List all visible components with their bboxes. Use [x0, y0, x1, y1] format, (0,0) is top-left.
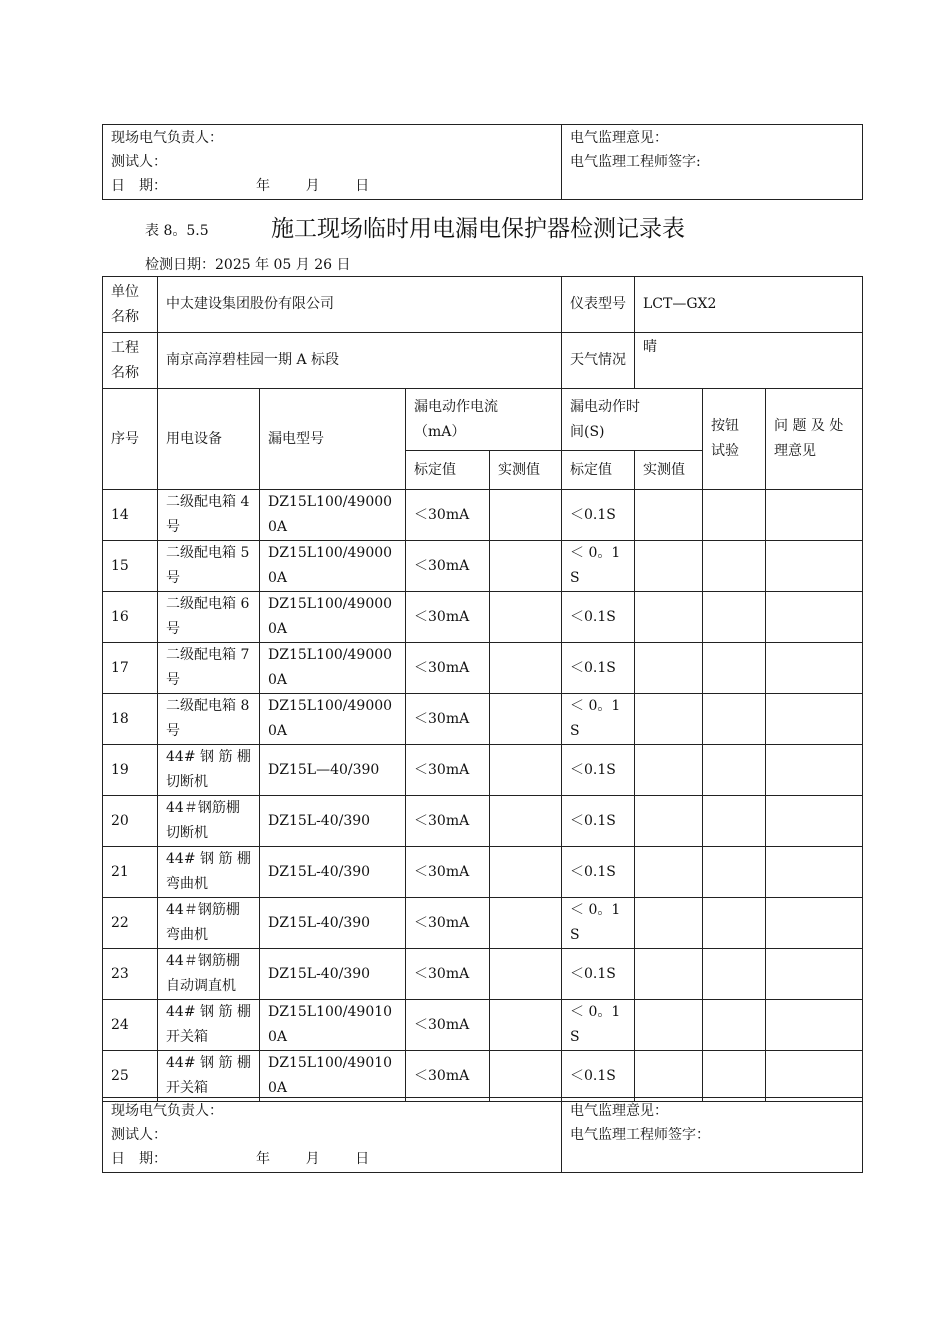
row-current-measured: [490, 694, 562, 745]
row-current-measured: [490, 898, 562, 949]
row-button-test: [703, 1000, 766, 1051]
row-model: DZ15L-40/390: [260, 949, 406, 1000]
row-device: 44# 钢 筋 棚切断机: [158, 745, 260, 796]
row-seq: 14: [103, 490, 158, 541]
row-issues: [766, 796, 863, 847]
col-device: 用电设备: [158, 389, 260, 490]
row-issues: [766, 541, 863, 592]
table-row: [103, 643, 863, 694]
row-current-rated: ＜30mA: [406, 796, 490, 847]
row-time-rated: ＜0.1S: [562, 949, 635, 1000]
row-time-rated: ＜0.1S: [562, 490, 635, 541]
row-time-rated: ＜0.1S: [562, 592, 635, 643]
row-time-rated: ＜0.1S: [562, 796, 635, 847]
col-current-rated: 标定值: [406, 451, 490, 490]
row-time-rated: ＜0.1S: [562, 643, 635, 694]
row-time-rated: ＜ 0。1S: [562, 541, 635, 592]
row-seq: 17: [103, 643, 158, 694]
bottom-signature-right: [562, 1098, 863, 1173]
unit-row: [103, 277, 863, 333]
tester-label: 测试人：: [111, 1127, 167, 1143]
bottom-signature-table: [102, 1097, 863, 1173]
row-model: DZ15L-40/390: [260, 898, 406, 949]
row-time-measured: [635, 898, 703, 949]
meter-label: 仪表型号: [562, 277, 635, 333]
row-current-rated: ＜30mA: [406, 847, 490, 898]
row-seq: 22: [103, 898, 158, 949]
top-signature-right: [562, 125, 863, 200]
row-issues: [766, 898, 863, 949]
rows-body: [103, 490, 863, 1102]
weather-value: 晴: [635, 333, 863, 389]
row-issues: [766, 643, 863, 694]
row-button-test: [703, 1051, 766, 1102]
row-model: DZ15L100/490100A: [260, 1000, 406, 1051]
row-current-rated: ＜30mA: [406, 1000, 490, 1051]
row-model: DZ15L-40/390: [260, 847, 406, 898]
title-row: [145, 210, 865, 242]
col-seq: 序号: [103, 389, 158, 490]
col-issues: 问 题 及 处 理意见: [766, 389, 863, 490]
table-row: [103, 796, 863, 847]
row-model: DZ15L100/490000A: [260, 490, 406, 541]
page-title: 施工现场临时用电漏电保护器检测记录表: [271, 216, 685, 242]
row-device: 二级配电箱 4 号: [158, 490, 260, 541]
row-time-measured: [635, 1000, 703, 1051]
row-seq: 15: [103, 541, 158, 592]
row-current-rated: ＜30mA: [406, 1051, 490, 1102]
project-value: 南京高淳碧桂园一期 A 标段: [158, 333, 562, 389]
row-issues: [766, 490, 863, 541]
row-model: DZ15L100/490100A: [260, 1051, 406, 1102]
row-issues: [766, 1000, 863, 1051]
row-model: DZ15L—40/390: [260, 745, 406, 796]
table-number: 表 8。5.5: [145, 223, 209, 239]
row-model: DZ15L100/490000A: [260, 643, 406, 694]
row-time-rated: ＜ 0。1S: [562, 898, 635, 949]
col-button-test: 按钮试验: [703, 389, 766, 490]
row-current-measured: [490, 592, 562, 643]
table-row: [103, 592, 863, 643]
row-time-rated: ＜0.1S: [562, 847, 635, 898]
supervisor-sign-label: 电气监理工程师签字:: [570, 154, 701, 170]
column-header-row-1: [103, 389, 863, 451]
row-time-measured: [635, 949, 703, 1000]
row-time-measured: [635, 490, 703, 541]
row-current-rated: ＜30mA: [406, 949, 490, 1000]
bottom-signature-left: [103, 1098, 562, 1173]
weather-label: 天气情况: [562, 333, 635, 389]
row-issues: [766, 1051, 863, 1102]
row-current-measured: [490, 1000, 562, 1051]
row-button-test: [703, 796, 766, 847]
unit-value: 中太建设集团股份有限公司: [158, 277, 562, 333]
row-time-measured: [635, 745, 703, 796]
row-button-test: [703, 847, 766, 898]
row-time-rated: ＜0.1S: [562, 745, 635, 796]
row-device: 44＃钢筋棚切断机: [158, 796, 260, 847]
row-button-test: [703, 949, 766, 1000]
row-time-rated: ＜0.1S: [562, 1051, 635, 1102]
row-issues: [766, 694, 863, 745]
row-issues: [766, 847, 863, 898]
check-date: 检测日期：2025 年 05 月 26 日: [145, 257, 351, 273]
row-current-rated: ＜30mA: [406, 490, 490, 541]
row-time-measured: [635, 694, 703, 745]
row-seq: 20: [103, 796, 158, 847]
row-time-rated: ＜ 0。1S: [562, 694, 635, 745]
col-current-measured: 实测值: [490, 451, 562, 490]
row-seq: 21: [103, 847, 158, 898]
row-device: 二级配电箱 7 号: [158, 643, 260, 694]
inspection-table: [102, 276, 863, 1102]
table-row: [103, 694, 863, 745]
row-current-measured: [490, 643, 562, 694]
supervisor-opinion-label: 电气监理意见：: [570, 130, 668, 146]
meter-value: LCT—GX2: [635, 277, 863, 333]
row-current-rated: ＜30mA: [406, 898, 490, 949]
col-time-rated: 标定值: [562, 451, 635, 490]
col-time: 漏电动作时间(S): [562, 389, 703, 451]
tester-label: 测试人：: [111, 154, 167, 170]
row-device: 44# 钢 筋 棚弯曲机: [158, 847, 260, 898]
col-current: 漏电动作电流（mA）: [406, 389, 562, 451]
row-device: 二级配电箱 8 号: [158, 694, 260, 745]
row-current-rated: ＜30mA: [406, 745, 490, 796]
row-current-rated: ＜30mA: [406, 643, 490, 694]
row-current-rated: ＜30mA: [406, 541, 490, 592]
table-row: [103, 745, 863, 796]
row-seq: 16: [103, 592, 158, 643]
row-time-rated: ＜ 0。1S: [562, 1000, 635, 1051]
row-button-test: [703, 694, 766, 745]
row-time-measured: [635, 643, 703, 694]
table-row: [103, 847, 863, 898]
table-row: [103, 1051, 863, 1102]
table-row: [103, 490, 863, 541]
row-seq: 24: [103, 1000, 158, 1051]
table-row: [103, 1000, 863, 1051]
supervisor-opinion-label: 电气监理意见：: [570, 1103, 668, 1119]
row-button-test: [703, 490, 766, 541]
row-device: 二级配电箱 6 号: [158, 592, 260, 643]
col-time-measured: 实测值: [635, 451, 703, 490]
row-time-measured: [635, 1051, 703, 1102]
row-current-rated: ＜30mA: [406, 592, 490, 643]
row-current-measured: [490, 745, 562, 796]
table-row: [103, 541, 863, 592]
row-button-test: [703, 898, 766, 949]
row-current-measured: [490, 847, 562, 898]
row-seq: 19: [103, 745, 158, 796]
row-seq: 23: [103, 949, 158, 1000]
row-current-measured: [490, 1051, 562, 1102]
row-seq: 18: [103, 694, 158, 745]
row-current-measured: [490, 796, 562, 847]
supervisor-sign-label: 电气监理工程师签字：: [570, 1127, 710, 1143]
row-model: DZ15L100/490000A: [260, 592, 406, 643]
row-model: DZ15L-40/390: [260, 796, 406, 847]
project-row: [103, 333, 863, 389]
unit-label: 单位名称: [103, 277, 158, 333]
row-device: 44# 钢 筋 棚开关箱: [158, 1000, 260, 1051]
date-label: 日 期： 年 月 日: [111, 178, 370, 194]
row-model: DZ15L100/490000A: [260, 541, 406, 592]
row-current-measured: [490, 541, 562, 592]
row-issues: [766, 745, 863, 796]
top-signature-left: [103, 125, 562, 200]
table-row: [103, 898, 863, 949]
col-model: 漏电型号: [260, 389, 406, 490]
row-device: 44# 钢 筋 棚开关箱: [158, 1051, 260, 1102]
row-device: 二级配电箱 5 号: [158, 541, 260, 592]
responsible-label: 现场电气负责人：: [111, 130, 223, 146]
row-issues: [766, 949, 863, 1000]
row-model: DZ15L100/490000A: [260, 694, 406, 745]
project-label: 工程名称: [103, 333, 158, 389]
row-seq: 25: [103, 1051, 158, 1102]
row-button-test: [703, 592, 766, 643]
row-issues: [766, 592, 863, 643]
row-time-measured: [635, 541, 703, 592]
responsible-label: 现场电气负责人：: [111, 1103, 223, 1119]
date-label: 日 期： 年 月 日: [111, 1151, 370, 1167]
row-current-measured: [490, 490, 562, 541]
table-row: [103, 949, 863, 1000]
row-device: 44＃钢筋棚自动调直机: [158, 949, 260, 1000]
row-button-test: [703, 643, 766, 694]
row-time-measured: [635, 847, 703, 898]
row-button-test: [703, 745, 766, 796]
row-current-measured: [490, 949, 562, 1000]
row-time-measured: [635, 592, 703, 643]
row-device: 44＃钢筋棚弯曲机: [158, 898, 260, 949]
row-time-measured: [635, 796, 703, 847]
top-signature-table: [102, 124, 863, 200]
row-current-rated: ＜30mA: [406, 694, 490, 745]
row-button-test: [703, 541, 766, 592]
